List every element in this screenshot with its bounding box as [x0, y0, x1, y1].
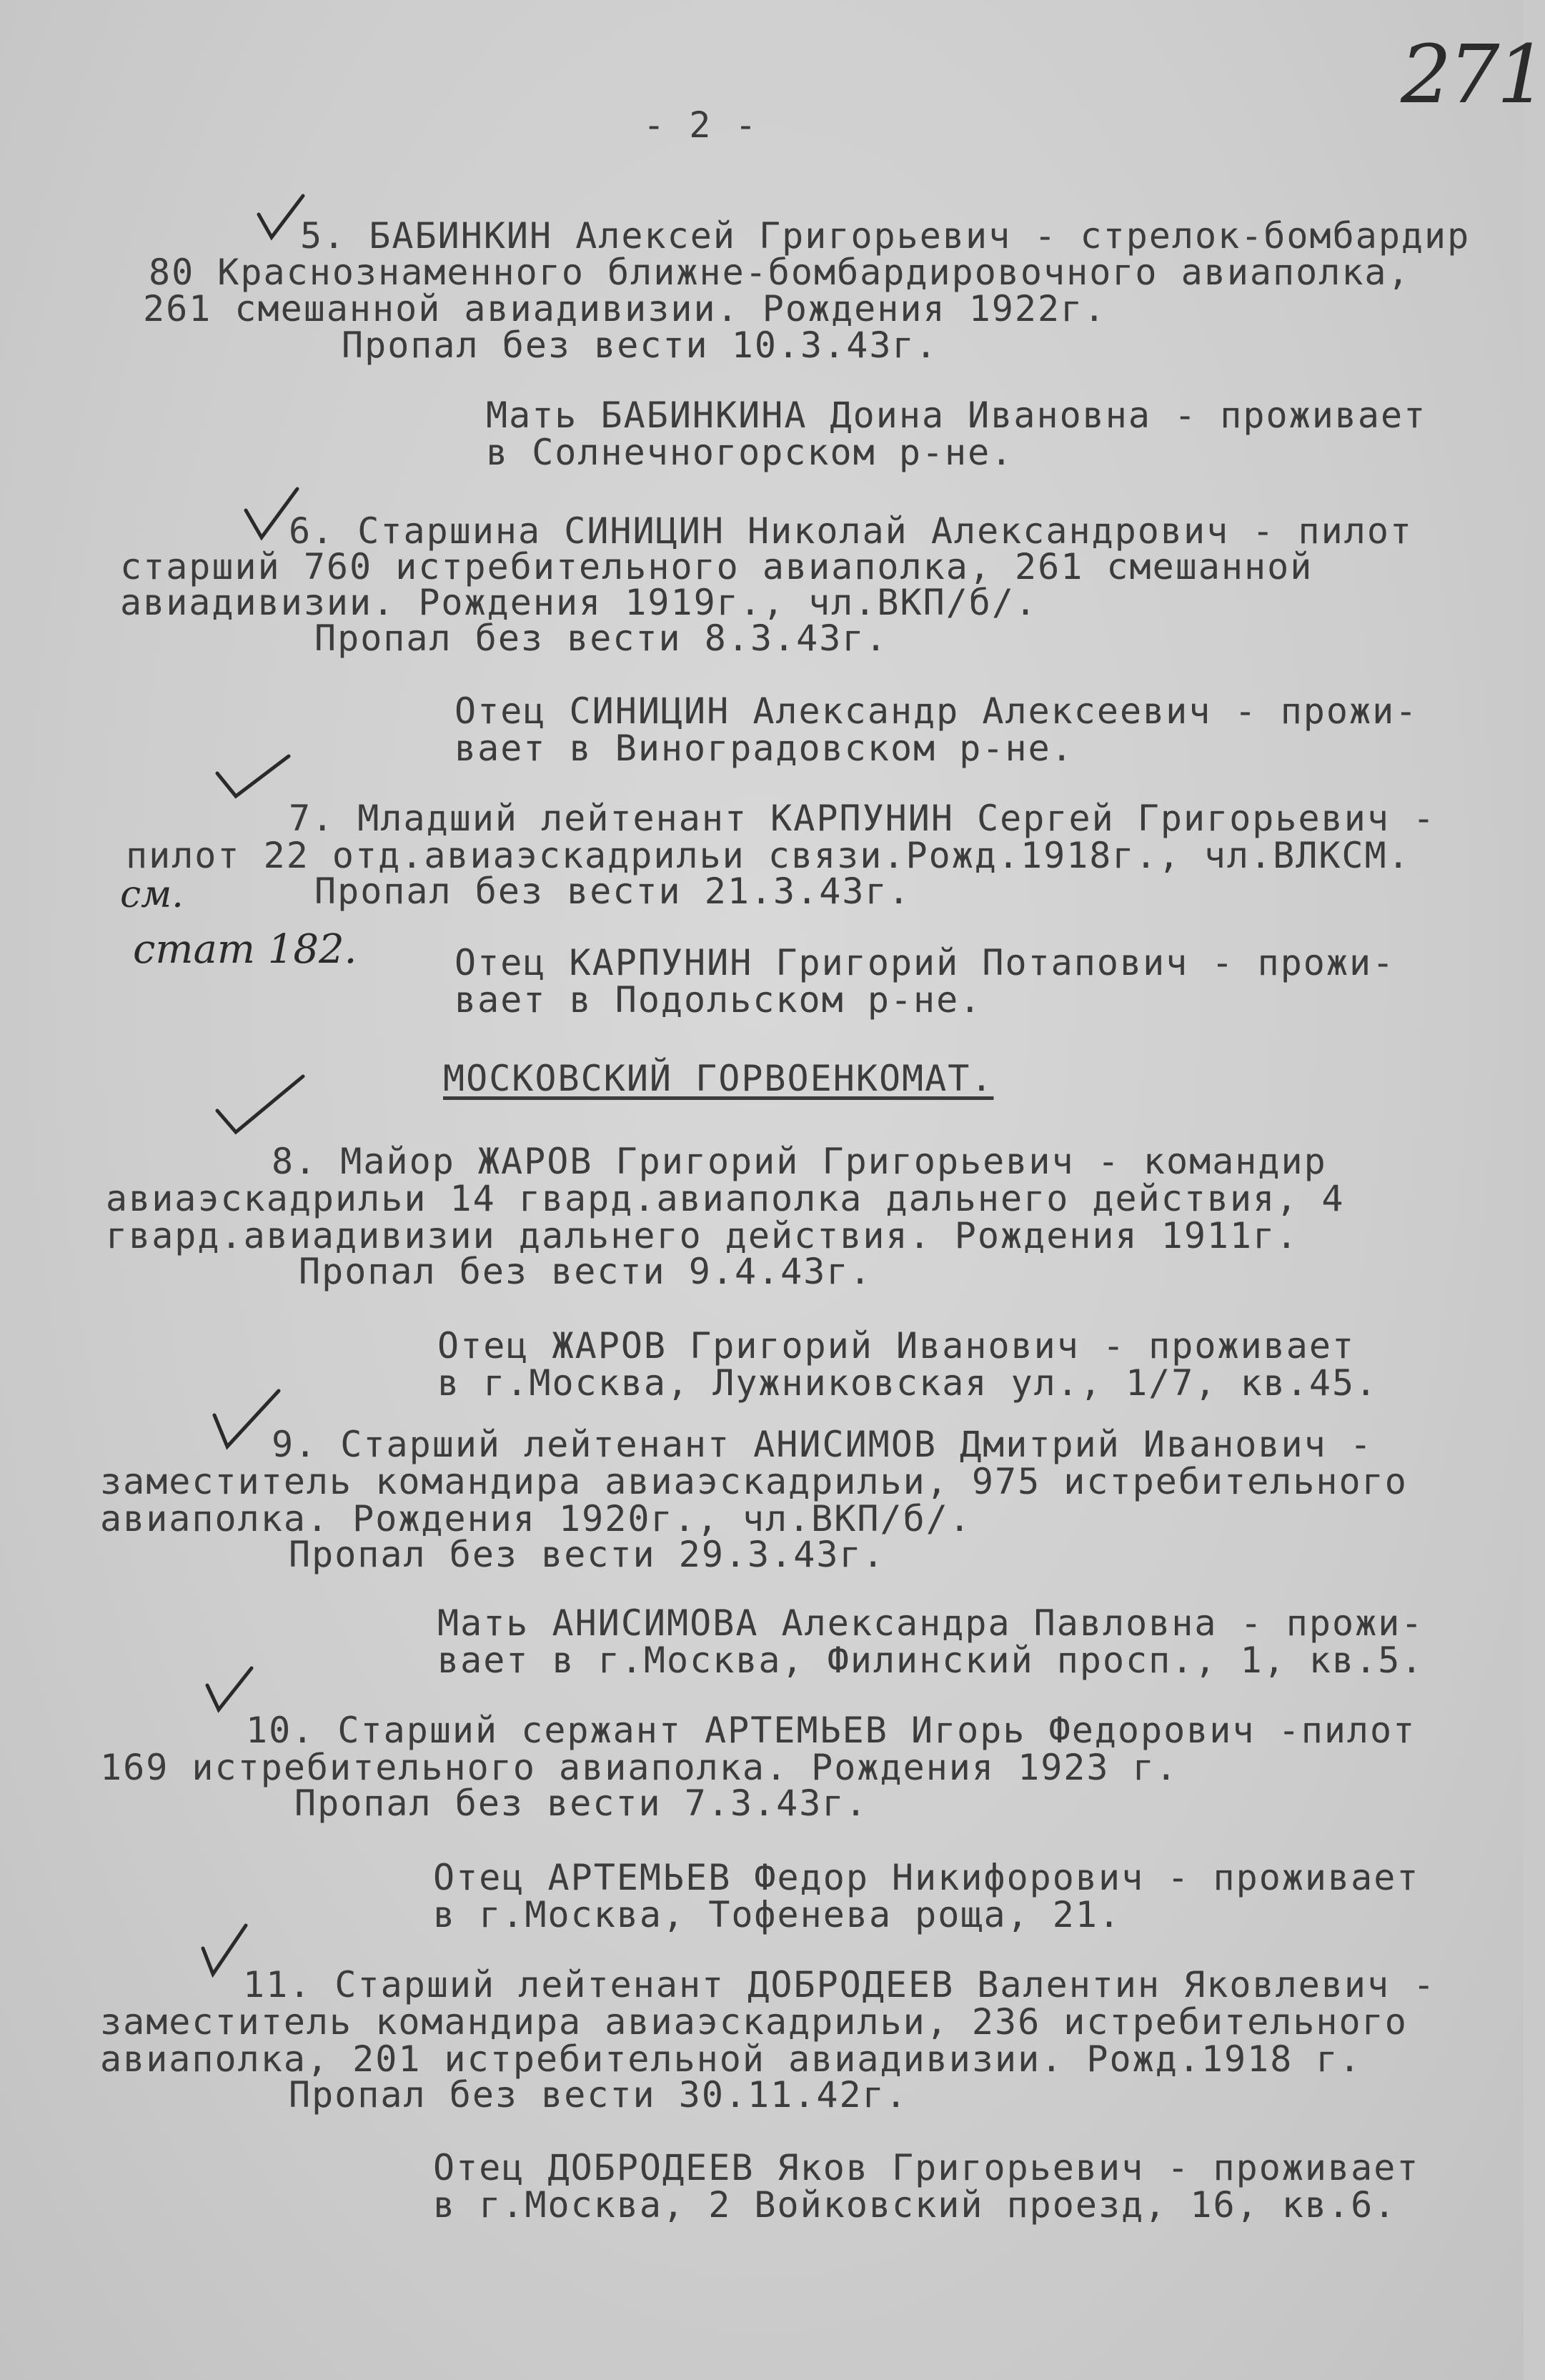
entry-11-line-4: Пропал без вести 30.11.42г.: [289, 2074, 908, 2116]
checkmark-icon: [214, 752, 293, 802]
entry-10-line-3: Пропал без вести 7.3.43г.: [294, 1782, 868, 1824]
entry-9-line-2: заместитель командира авиаэскадрильи, 975 истребительного: [100, 1461, 1408, 1502]
entry-8-line-1: 8. Майор ЖАРОВ Григорий Григорьевич - командир: [272, 1141, 1327, 1182]
page-number: - 2 -: [643, 104, 758, 146]
entry-8-line-3: гвард.авиадивизии дальнего действия. Рождения 1911г.: [106, 1215, 1299, 1256]
entry-5-relative-1: Мать БАБИНКИНА Доина Ивановна - проживает: [486, 395, 1427, 436]
margin-note-line-2: стат 182.: [133, 926, 357, 973]
entry-8-relative-1: Отец ЖАРОВ Григорий Иванович - проживает: [437, 1325, 1356, 1367]
entry-10-relative-1: Отец АРТЕМЬЕВ Федор Никифорович - проживает: [433, 1857, 1420, 1898]
entry-5-line-2: 80 Краснознаменного ближне-бомбардировочного авиаполка,: [149, 252, 1411, 293]
entry-10-line-1: 10. Старший сержант АРТЕМЬЕВ Игорь Федорович -пилот: [246, 1710, 1416, 1751]
entry-5-line-1: 5. БАБИНКИН Алексей Григорьевич - стрелок-бомбардир: [300, 215, 1471, 257]
entry-7-line-2: пилот 22 отд.авиаэскадрильи связи.Рожд.1918г., чл.ВЛКСМ.: [126, 835, 1411, 876]
entry-7-relative-2: вает в Подольском р-не.: [454, 979, 983, 1021]
entry-11-line-2: заместитель командира авиаэскадрильи, 236 истребительного: [100, 2001, 1408, 2043]
entry-8-line-2: авиаэскадрильи 14 гвард.авиаполка дальнего действия, 4: [106, 1178, 1345, 1219]
entry-8-line-4: Пропал без вести 9.4.43г.: [299, 1251, 873, 1292]
entry-11-relative-1: Отец ДОБРОДЕЕВ Яков Григорьевич - проживает: [433, 2147, 1420, 2188]
entry-7-relative-1: Отец КАРПУНИН Григорий Потапович - прожи-: [454, 942, 1396, 983]
entry-11-relative-2: в г.Москва, 2 Войковский проезд, 16, кв.6.: [433, 2184, 1397, 2226]
entry-9-relative-2: вает в г.Москва, Филинский просп., 1, кв.5.: [437, 1640, 1424, 1681]
entry-9-line-1: 9. Старший лейтенант АНИСИМОВ Дмитрий Иванович -: [272, 1424, 1373, 1465]
entry-9-relative-1: Мать АНИСИМОВА Александра Павловна - прожи-: [437, 1602, 1424, 1644]
entry-6-relative-2: вает в Виноградовском р-не.: [454, 728, 1074, 769]
entry-6-relative-1: Отец СИНИЦИН Александр Алексеевич - прожи-: [454, 690, 1419, 732]
checkmark-icon: [204, 1665, 254, 1715]
entry-7-line-3: Пропал без вести 21.3.43г.: [314, 871, 911, 912]
entry-6-line-4: Пропал без вести 8.3.43г.: [314, 618, 888, 659]
section-heading: МОСКОВСКИЙ ГОРВОЕНКОМАТ.: [443, 1058, 994, 1099]
checkmark-icon: [256, 193, 306, 243]
entry-11-line-3: авиаполка, 201 истребительной авиадивизии. Рожд.1918 г.: [100, 2038, 1362, 2080]
entry-8-relative-2: в г.Москва, Лужниковская ул., 1/7, кв.45.: [437, 1362, 1378, 1404]
entry-6-line-3: авиадивизии. Рождения 1919г., чл.ВКП/б/.: [120, 582, 1038, 623]
entry-11-line-1: 11. Старший лейтенант ДОБРОДЕЕВ Валентин Яковлевич -: [243, 1964, 1436, 2005]
checkmark-icon: [214, 1072, 307, 1136]
entry-10-relative-2: в г.Москва, Тофенева роща, 21.: [433, 1894, 1122, 1935]
entry-9-line-4: Пропал без вести 29.3.43г.: [289, 1534, 885, 1575]
entry-6-line-1: 6. Старшина СИНИЦИН Николай Александрович - пилот: [289, 510, 1414, 552]
entry-9-line-3: авиаполка. Рождения 1920г., чл.ВКП/б/.: [100, 1498, 972, 1539]
margin-note-line-1: см.: [120, 873, 184, 916]
entry-5-relative-2: в Солнечногорском р-не.: [486, 432, 1014, 473]
entry-6-line-2: старший 760 истребительного авиаполка, 261 смешанной: [120, 546, 1313, 587]
entry-10-line-2: 169 истребительного авиаполка. Рождения 1923 г.: [100, 1747, 1178, 1788]
entry-5-line-4: Пропал без вести 10.3.43г.: [342, 324, 938, 366]
entry-5-line-3: 261 смешанной авиадивизии. Рождения 1922г.: [143, 288, 1107, 329]
archive-number: 271: [1401, 29, 1545, 122]
entry-7-line-1: 7. Младший лейтенант КАРПУНИН Сергей Григорьевич -: [289, 798, 1436, 839]
